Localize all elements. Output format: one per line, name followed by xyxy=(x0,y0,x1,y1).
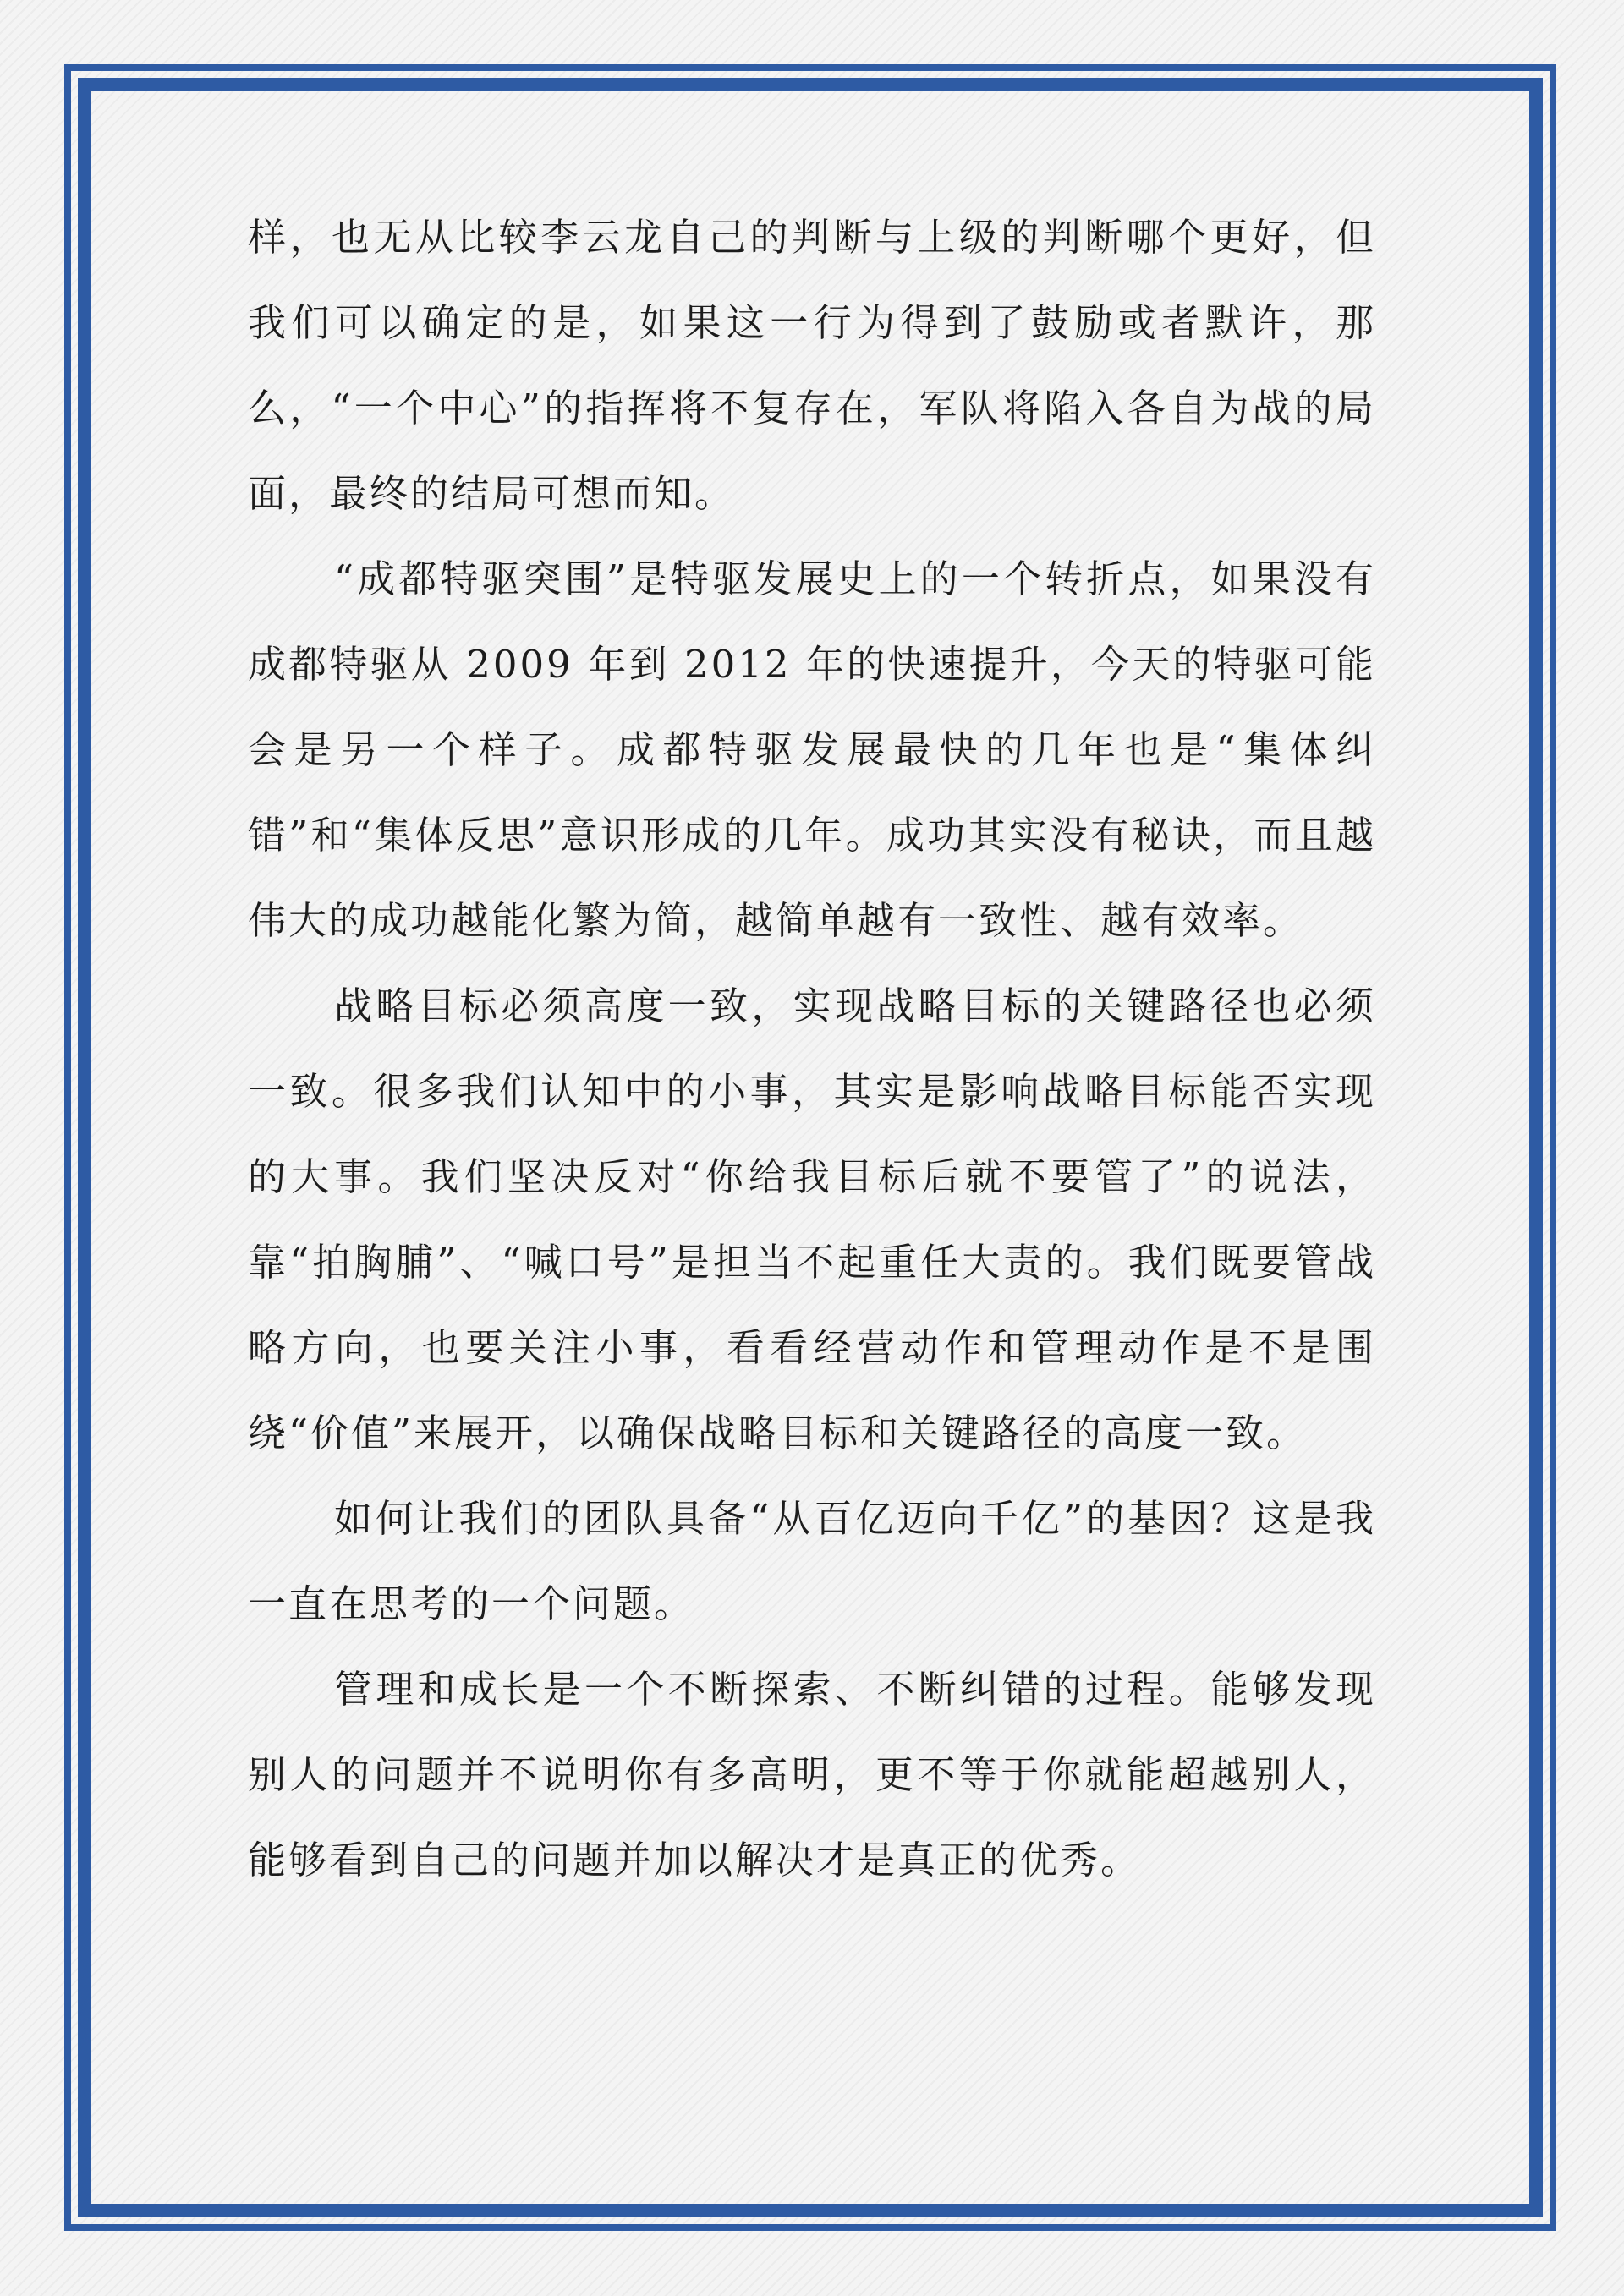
paragraph-1: 样，也无从比较李云龙自己的判断与上级的判断哪个更好，但我们可以确定的是，如果这一行为得到了鼓励或者默许，那么，“一个中心”的指挥将不复存在，军队将陷入各自为战的局面，最终的结局可想而知。 xyxy=(248,215,1376,516)
paragraph-5: 管理和成长是一个不断探索、不断纠错的过程。能够发现别人的问题并不说明你有多高明，更不等于你就能超越别人，能够看到自己的问题并加以解决才是真正的优秀。 xyxy=(248,1667,1376,1882)
document-body xyxy=(248,195,1376,1903)
paragraph-4: 如何让我们的团队具备“从百亿迈向千亿”的基因？这是我一直在思考的一个问题。 xyxy=(248,1496,1376,1626)
paragraph-2: “成都特驱突围”是特驱发展史上的一个转折点，如果没有成都特驱从 2009 年到 2012 年的快速提升，今天的特驱可能会是另一个样子。成都特驱发展最快的几年也是“集体纠错”和“集体反思”意识形成的几年。成功其实没有秘诀，而且越伟大的成功越能化繁为简，越简单越有一致性、越有效率。 xyxy=(248,556,1376,943)
paragraph-3: 战略目标必须高度一致，实现战略目标的关键路径也必须一致。很多我们认知中的小事，其实是影响战略目标能否实现的大事。我们坚决反对“你给我目标后就不要管了”的说法，靠“拍胸脯”、“喊口号”是担当不起重任大责的。我们既要管战略方向，也要关注小事，看看经营动作和管理动作是不是围绕“价值”来展开，以确保战略目标和关键路径的高度一致。 xyxy=(248,984,1376,1455)
